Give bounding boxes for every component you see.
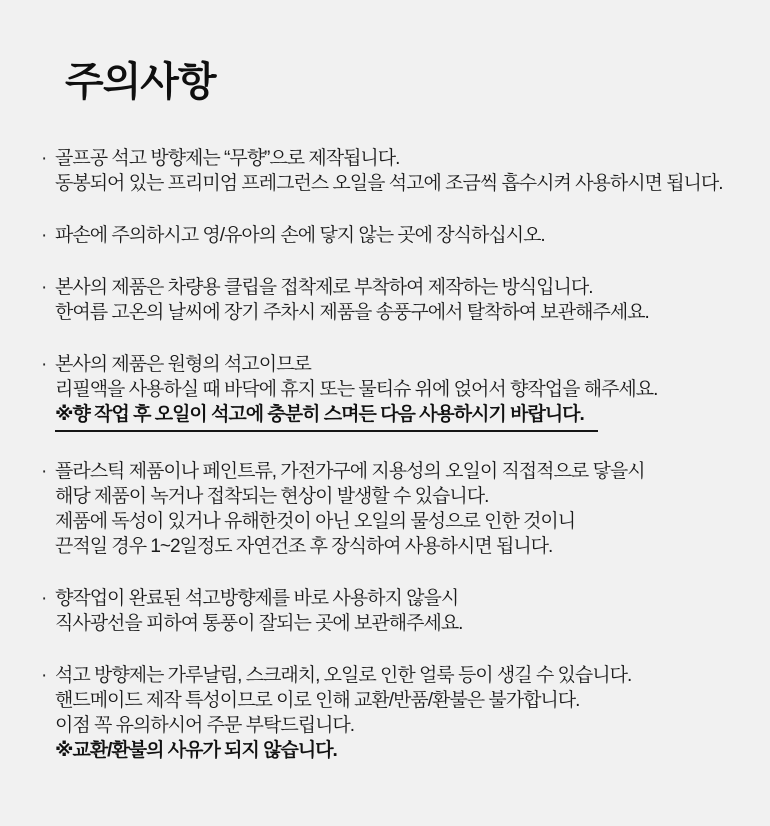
notice-item [41, 275, 750, 325]
notice-line: 핸드메이드 제작 특성이므로 이로 인해 교환/반품/환불은 불가합니다. [55, 690, 580, 711]
notice-list [41, 146, 750, 763]
notice-line: 제품에 독성이 있거나 유해한것이 아닌 오일의 물성으로 인한 것이니 [55, 511, 576, 532]
notice-lines [55, 352, 750, 432]
bullet-dot-icon: · [41, 354, 48, 375]
notice-line: 본사의 제품은 차량용 클립을 접착제로 부착하여 제작하는 방식입니다. [55, 277, 593, 298]
page-title: 주의사항 [65, 60, 216, 104]
notice-line-emphasis: ※교환/환불의 사유가 되지 않습니다. [55, 740, 337, 761]
bullet-dot-icon: · [41, 665, 48, 686]
notice-item [41, 586, 750, 636]
notice-line: 이점 꼭 유의하시어 주문 부탁드립니다. [55, 715, 355, 736]
notice-line: 리필액을 사용하실 때 바닥에 휴지 또는 물티슈 위에 얹어서 향작업을 해주세요. [55, 379, 658, 400]
bullet-dot-icon: · [41, 588, 48, 609]
notice-item [41, 146, 750, 196]
notice-line: 동봉되어 있는 프리미엄 프레그런스 오일을 석고에 조금씩 흡수시켜 사용하시면 됩니다. [55, 173, 723, 194]
notice-line: 골프공 석고 방향제는 “무향”으로 제작됩니다. [55, 148, 400, 169]
bullet-dot-icon: · [41, 225, 48, 246]
notice-line: 향작업이 완료된 석고방향제를 바로 사용하지 않을시 [55, 588, 459, 609]
bullet-dot-icon: · [41, 461, 48, 482]
notice-item [41, 663, 750, 763]
notice-lines [55, 223, 750, 248]
notice-line: 직사광선을 피하여 통풍이 잘되는 곳에 보관해주세요. [55, 613, 463, 634]
notice-line: 플라스틱 제품이나 페인트류, 가전가구에 지용성의 오일이 직접적으로 닿을시 [55, 461, 645, 482]
notice-lines [55, 146, 750, 196]
notice-item [41, 352, 750, 432]
notice-line: 한여름 고온의 날씨에 장기 주차시 제품을 송풍구에서 탈착하여 보관해주세요. [55, 302, 649, 323]
notice-lines [55, 459, 750, 559]
notice-line: 끈적일 경우 1~2일정도 자연건조 후 장식하여 사용하시면 됩니다. [55, 536, 553, 557]
notice-line: 해당 제품이 녹거나 접착되는 현상이 발생할 수 있습니다. [55, 486, 489, 507]
notice-line: 본사의 제품은 원형의 석고이므로 [55, 354, 311, 375]
notice-item [41, 459, 750, 559]
notice-line-emphasis: ※향 작업 후 오일이 석고에 충분히 스며든 다음 사용하시기 바랍니다. [55, 402, 598, 432]
bullet-dot-icon: · [41, 277, 48, 298]
notice-line: 파손에 주의하시고 영/유아의 손에 닿지 않는 곳에 장식하십시오. [55, 225, 545, 246]
notice-lines [55, 586, 750, 636]
bullet-dot-icon: · [41, 148, 48, 169]
notice-line: 석고 방향제는 가루날림, 스크래치, 오일로 인한 얼룩 등이 생길 수 있습니다. [55, 665, 632, 686]
notice-lines [55, 663, 750, 763]
notice-lines [55, 275, 750, 325]
notice-item [41, 223, 750, 248]
